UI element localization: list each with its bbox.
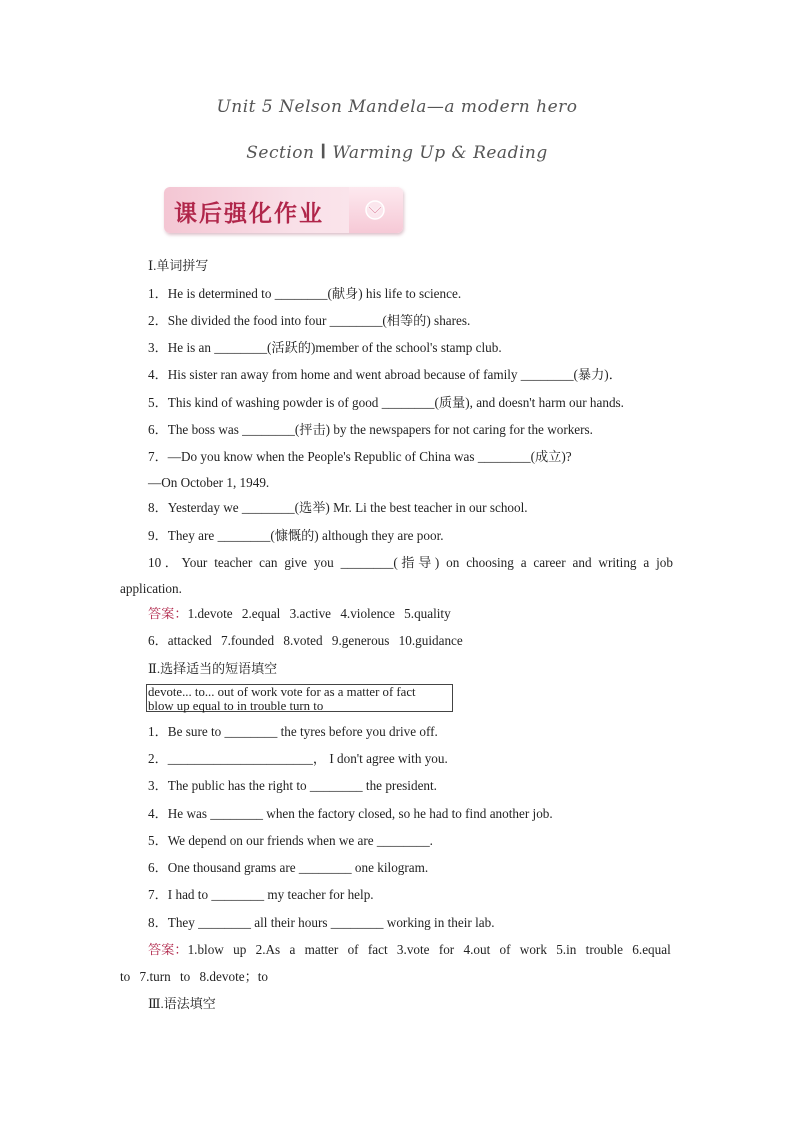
list-item: 10．Your teacher can give you ________(指导) on choosing a career and writing a job (148, 555, 673, 570)
list-item: 6．One thousand grams are ________ one kilogram. (148, 860, 429, 875)
banner-tab (349, 187, 403, 233)
list-item: 6．The boss was ________(抨击) by the newspapers for not caring for the workers. (148, 422, 593, 437)
part2-heading: Ⅱ.选择适当的短语填空 (148, 661, 278, 676)
phrase-box-line: blow up equal to in trouble turn to (148, 699, 324, 713)
chevron-down-icon (365, 200, 385, 220)
unit-title: Unit 5 Nelson Mandela—a modern hero (216, 97, 578, 117)
phrase-box-line: devote... to... out of work vote for as a matter of fact (148, 685, 416, 699)
list-item: —On October 1, 1949. (148, 475, 270, 490)
list-item: 5．This kind of washing powder is of good ________(质量), and doesn't harm our hands. (148, 395, 624, 410)
list-item: 4．He was ________ when the factory closed, so he had to find another job. (148, 806, 553, 821)
section-prefix: Section (246, 143, 321, 163)
phrase-box (146, 684, 453, 712)
list-item: application. (120, 581, 182, 596)
part1-heading: Ⅰ.单词拼写 (148, 258, 209, 273)
answer-text: 1.devote 2.equal 3.active 4.violence 5.quality (187, 606, 451, 621)
part2-answer (148, 942, 671, 958)
list-item: 2．She divided the food into four ________(相等的) shares. (148, 313, 471, 328)
answer-text: to 7.turn to 8.devote；to (120, 969, 269, 984)
list-item: 7．I had to ________ my teacher for help. (148, 887, 374, 902)
part1-answer (148, 606, 451, 622)
answer-text: 1.blow up 2.As a matter of fact 3.vote for 4.out of work 5.in trouble 6.equal (187, 942, 671, 957)
answer-label: 答案： (148, 942, 188, 957)
answer-text: 6．attacked 7.founded 8.voted 9.generous 10.guidance (148, 633, 463, 648)
list-item: 8．They ________ all their hours ________ working in their lab. (148, 915, 495, 930)
banner-text: 课后强化作业 (174, 201, 324, 227)
list-item: 4．His sister ran away from home and went abroad because of family ________(暴力)． (148, 367, 622, 382)
list-item: 8．Yesterday we ________(选举) Mr. Li the best teacher in our school. (148, 500, 528, 515)
list-item: 7．—Do you know when the People's Republic of China was ________(成立)? (148, 449, 572, 464)
list-item: 2．______________________， I don't agree with you. (148, 751, 448, 766)
section-title (0, 141, 794, 164)
list-item: 3．The public has the right to ________ the president. (148, 778, 437, 793)
list-item: 3．He is an ________(活跃的)member of the school's stamp club. (148, 340, 502, 355)
list-item: 5．We depend on our friends when we are ________. (148, 833, 433, 848)
answer-label: 答案： (148, 606, 188, 621)
part3-heading: Ⅲ.语法填空 (148, 996, 216, 1011)
section-subtitle: Warming Up & Reading (326, 143, 548, 163)
list-item: 9．They are ________(慷慨的) although they are poor. (148, 528, 444, 543)
list-item: 1．He is determined to ________(献身) his life to science. (148, 286, 462, 301)
homework-banner (164, 187, 403, 233)
section-roman-numeral: Ⅰ (320, 142, 327, 163)
list-item: 1．Be sure to ________ the tyres before you drive off. (148, 724, 438, 739)
